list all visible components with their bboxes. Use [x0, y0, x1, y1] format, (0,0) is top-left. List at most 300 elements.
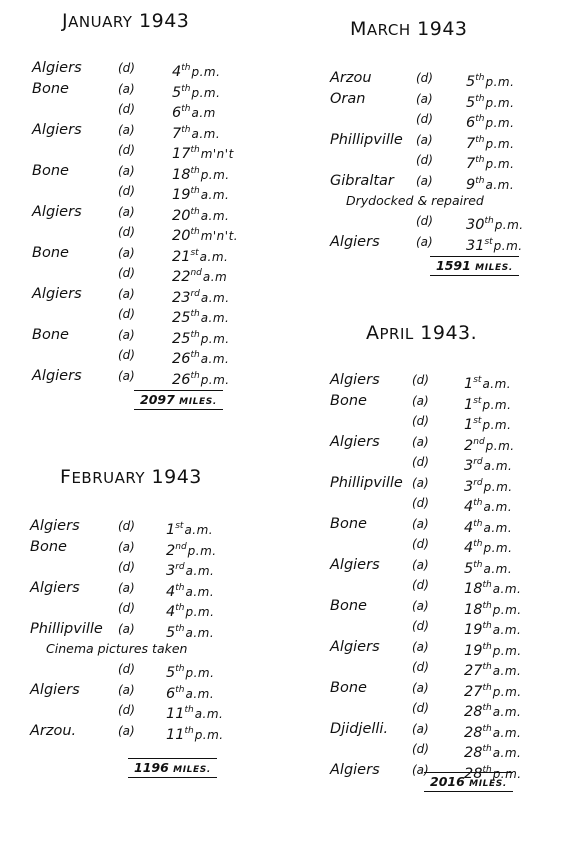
log-entry [330, 211, 524, 233]
port-name: Gibraltar [330, 172, 394, 189]
time-of-day: a.m. [199, 249, 229, 264]
arrival-departure-flag: (a) [118, 621, 135, 636]
arrival-departure-flag: (d) [416, 71, 433, 85]
log-entry [330, 391, 512, 413]
time-of-day: m'n't. [200, 229, 239, 243]
time-of-day: a.m. [483, 520, 513, 535]
arrival-departure-flag: (d) [118, 266, 135, 280]
arrival-departure-flag: (d) [118, 601, 135, 615]
time-of-day: p.m. [483, 479, 513, 494]
arrival-departure-flag: (d) [118, 143, 135, 157]
time-of-day: p.m. [185, 666, 215, 680]
ordinal-suffix: th [184, 725, 194, 736]
log-entry [30, 680, 215, 702]
day-number: 5 [466, 74, 476, 90]
day-number: 27 [464, 663, 483, 679]
port-name: Bone [330, 679, 367, 696]
total-miles: 2016 MILES. [424, 772, 513, 792]
arrival-departure-flag: (d) [412, 537, 429, 551]
ordinal-suffix: th [181, 124, 191, 135]
time-of-day: a.m. [184, 523, 214, 537]
arrival-departure-flag: (d) [118, 184, 135, 198]
time-of-day: a.m. [492, 725, 522, 740]
arrival-departure-flag: (a) [118, 81, 135, 96]
arrival-departure-flag: (a) [118, 122, 135, 137]
arrival-departure-flag: (d) [118, 560, 135, 574]
month-title: MARCH 1943 [350, 18, 468, 40]
arrival-departure-flag: (a) [416, 91, 433, 106]
time-of-day: a.m. [492, 664, 522, 678]
day-number: 2 [464, 437, 474, 454]
time-of-day: a.m. [485, 177, 515, 192]
log-entry [32, 243, 229, 265]
day-number: 26 [172, 371, 191, 388]
port-name: Bone [32, 326, 69, 343]
day-number: 27 [464, 683, 483, 700]
arrival-departure-flag: (d) [118, 61, 135, 75]
arrival-departure-flag: (a) [118, 204, 135, 219]
ordinal-suffix: th [190, 165, 200, 176]
time-of-day: a.m. [492, 705, 522, 719]
port-name: Algiers [330, 638, 380, 655]
log-note: Drydocked & repaired [346, 193, 484, 208]
month-title: FEBRUARY 1943 [60, 466, 202, 488]
ordinal-suffix: th [190, 309, 200, 319]
log-entry [32, 140, 234, 162]
log-entry [30, 516, 214, 538]
time-of-day: p.m. [191, 85, 221, 100]
ordinal-suffix: th [475, 155, 485, 165]
day-number: 7 [466, 156, 476, 172]
day-number: 5 [166, 665, 176, 681]
date-time [466, 232, 523, 257]
day-number: 21 [172, 248, 191, 265]
arrival-departure-flag: (a) [416, 173, 433, 188]
arrival-departure-flag: (a) [412, 639, 429, 654]
arrival-departure-flag: (a) [118, 245, 135, 260]
log-entry [330, 514, 513, 536]
log-entry [330, 150, 515, 172]
day-number: 4 [464, 540, 474, 556]
time-of-day: p.m. [200, 331, 230, 346]
arrival-departure-flag: (a) [412, 680, 429, 695]
port-name: Algiers [330, 761, 380, 778]
port-name: Bone [32, 244, 69, 261]
time-of-day: p.m. [485, 136, 515, 151]
date-time [166, 721, 224, 746]
day-number: 4 [464, 519, 474, 536]
time-of-day: a.m [191, 106, 216, 120]
day-number: 18 [172, 166, 191, 183]
arrival-departure-flag: (a) [416, 234, 433, 249]
ordinal-suffix: th [190, 370, 200, 381]
day-number: 3 [464, 458, 474, 474]
ordinal-suffix: th [482, 723, 492, 734]
february-section [30, 466, 224, 743]
ordinal-suffix: st [175, 521, 184, 531]
log-entry [32, 120, 221, 142]
day-number: 20 [172, 207, 191, 224]
arrival-departure-flag: (a) [118, 327, 135, 342]
ordinal-suffix: th [484, 216, 494, 226]
log-entry [330, 719, 522, 741]
log-entry [330, 493, 513, 515]
time-of-day: m'n't [200, 147, 234, 161]
log-entry [32, 345, 230, 367]
arrival-departure-flag: (d) [412, 455, 429, 469]
port-name: Phillipville [330, 131, 403, 148]
ordinal-suffix: st [190, 247, 199, 258]
ordinal-suffix: th [190, 186, 200, 196]
log-entry [330, 109, 515, 131]
time-of-day: p.m. [187, 543, 217, 558]
log-entry [330, 596, 522, 618]
day-number: 6 [172, 105, 182, 121]
day-number: 28 [464, 704, 483, 720]
day-number: 7 [172, 125, 182, 142]
port-name: Phillipville [30, 620, 103, 637]
log-entry [32, 304, 230, 326]
port-name: Bone [30, 538, 67, 555]
time-of-day: p.m. [185, 605, 215, 619]
day-number: 28 [464, 724, 483, 741]
time-of-day: a.m. [483, 459, 513, 473]
ordinal-suffix: th [473, 559, 483, 570]
day-number: 11 [166, 706, 185, 722]
day-number: 30 [466, 217, 485, 233]
arrival-departure-flag: (a) [118, 682, 135, 697]
time-of-day: a.m. [200, 208, 230, 223]
log-entry [32, 325, 230, 347]
log-entry [330, 555, 513, 577]
day-number: 4 [464, 499, 474, 515]
log-entry [32, 366, 230, 388]
arrival-departure-flag: (d) [412, 660, 429, 674]
arrival-departure-flag: (d) [118, 519, 135, 533]
port-name: Algiers [32, 203, 82, 220]
log-entry [330, 473, 513, 495]
arrival-departure-flag: (d) [118, 307, 135, 321]
time-of-day: a.m. [483, 561, 513, 576]
log-entry [30, 578, 215, 600]
ordinal-suffix: th [190, 145, 200, 155]
january-section [32, 10, 239, 388]
log-entry [330, 678, 522, 700]
arrival-departure-flag: (d) [118, 703, 135, 717]
log-list [30, 516, 224, 743]
arrival-departure-flag: (d) [412, 414, 429, 428]
day-number: 5 [464, 560, 474, 577]
time-of-day: a.m. [483, 500, 513, 514]
arrival-departure-flag: (d) [416, 112, 433, 126]
log-entry [32, 161, 230, 183]
port-name: Phillipville [330, 474, 403, 491]
log-entry [32, 99, 216, 121]
total-miles: 1591 MILES. [430, 256, 519, 276]
ordinal-suffix: th [190, 350, 200, 360]
day-number: 4 [166, 583, 176, 600]
time-of-day: a.m. [492, 582, 522, 596]
arrival-departure-flag: (d) [412, 496, 429, 510]
ordinal-suffix: th [475, 175, 485, 186]
arrival-departure-flag: (a) [412, 434, 429, 449]
arrival-departure-flag: (d) [412, 578, 429, 592]
ordinal-suffix: th [473, 539, 483, 549]
port-name: Oran [330, 90, 366, 107]
log-entry [32, 284, 230, 306]
day-number: 17 [172, 146, 191, 162]
time-of-day: p.m. [483, 541, 513, 555]
port-name: Bone [330, 515, 367, 532]
ordinal-suffix: th [181, 63, 191, 73]
day-number: 1 [464, 376, 474, 392]
day-number: 3 [166, 563, 176, 579]
time-of-day: a.m. [200, 352, 230, 366]
ordinal-suffix: rd [190, 288, 200, 299]
log-entry [330, 616, 522, 638]
ordinal-suffix: th [475, 93, 485, 104]
time-of-day: p.m. [494, 218, 524, 232]
arrival-departure-flag: (a) [412, 762, 429, 777]
log-entry [330, 171, 515, 193]
log-entry [330, 232, 523, 254]
time-of-day: p.m. [492, 602, 522, 617]
log-entry [330, 411, 512, 433]
ordinal-suffix: rd [473, 457, 483, 467]
day-number: 19 [464, 622, 483, 638]
ordinal-suffix: st [473, 395, 482, 406]
log-entry [330, 89, 515, 111]
time-of-day: a.m. [185, 584, 215, 599]
ordinal-suffix: st [473, 416, 482, 426]
day-number: 20 [172, 228, 191, 244]
time-of-day: p.m. [200, 167, 230, 182]
arrival-departure-flag: (a) [118, 723, 135, 738]
ordinal-suffix: th [175, 623, 185, 634]
day-number: 4 [166, 604, 176, 620]
port-name: Algiers [32, 367, 82, 384]
day-number: 31 [466, 237, 485, 254]
time-of-day: a.m. [200, 290, 230, 305]
log-entry [330, 657, 522, 679]
ordinal-suffix: th [175, 582, 185, 593]
log-entry [330, 130, 515, 152]
time-of-day: p.m. [485, 157, 515, 171]
day-number: 5 [166, 624, 176, 641]
ordinal-suffix: th [475, 134, 485, 145]
time-of-day: p.m. [191, 65, 221, 79]
ordinal-suffix: th [175, 684, 185, 695]
day-number: 25 [172, 330, 191, 347]
log-note: Cinema pictures taken [46, 641, 188, 656]
time-of-day: p.m. [492, 766, 522, 781]
day-number: 18 [464, 581, 483, 597]
ordinal-suffix: nd [473, 436, 485, 447]
arrival-departure-flag: (a) [118, 539, 135, 554]
day-number: 1 [166, 522, 176, 538]
arrival-departure-flag: (a) [118, 286, 135, 301]
day-number: 1 [464, 396, 474, 413]
day-number: 7 [466, 135, 476, 152]
ordinal-suffix: th [181, 104, 191, 114]
day-number: 11 [166, 726, 185, 743]
ordinal-suffix: th [482, 600, 492, 611]
day-number: 5 [466, 94, 476, 111]
day-number: 5 [172, 84, 182, 101]
day-number: 26 [172, 351, 191, 367]
time-of-day: a.m [202, 270, 228, 284]
log-entry [30, 700, 224, 722]
time-of-day: p.m. [492, 684, 522, 699]
port-name: Algiers [330, 233, 380, 250]
log-entry [330, 534, 513, 556]
arrival-departure-flag: (a) [416, 132, 433, 147]
time-of-day: p.m. [493, 238, 523, 253]
ordinal-suffix: rd [473, 477, 483, 488]
port-name: Algiers [30, 681, 80, 698]
arrival-departure-flag: (a) [412, 598, 429, 613]
arrival-departure-flag: (d) [416, 214, 433, 228]
log-entry [330, 432, 515, 454]
arrival-departure-flag: (d) [412, 701, 429, 715]
time-of-day: p.m. [200, 372, 230, 387]
log-entry [30, 598, 215, 620]
port-name: Algiers [330, 372, 380, 388]
arrival-departure-flag: (d) [118, 225, 135, 239]
arrival-departure-flag: (a) [412, 475, 429, 490]
log-entry [330, 575, 522, 597]
ordinal-suffix: th [184, 705, 194, 715]
time-of-day: a.m. [200, 311, 230, 325]
time-of-day: a.m. [200, 188, 230, 202]
ordinal-suffix: st [484, 236, 493, 247]
time-of-day: p.m. [482, 418, 512, 432]
day-number: 25 [172, 310, 191, 326]
port-name: Algiers [32, 285, 82, 302]
day-number: 23 [172, 289, 191, 306]
log-entry [330, 68, 515, 90]
arrival-departure-flag: (a) [118, 580, 135, 595]
total-miles: 2097 MILES. [134, 390, 223, 410]
port-name: Bone [32, 162, 69, 179]
ordinal-suffix: th [473, 498, 483, 508]
ordinal-suffix: th [190, 227, 200, 237]
day-number: 22 [172, 269, 191, 285]
time-of-day: a.m. [185, 564, 215, 578]
log-entry [32, 202, 230, 224]
ordinal-suffix: rd [175, 562, 185, 572]
port-name: Bone [330, 392, 367, 409]
ordinal-suffix: th [482, 580, 492, 590]
day-number: 1 [464, 417, 474, 433]
day-number: 19 [172, 187, 191, 203]
time-of-day: a.m. [191, 126, 221, 141]
arrival-departure-flag: (d) [412, 373, 429, 387]
log-entry [32, 79, 221, 101]
port-name: Bone [32, 80, 69, 97]
log-entry [30, 619, 215, 641]
arrival-departure-flag: (a) [412, 393, 429, 408]
day-number: 9 [466, 176, 476, 193]
arrival-departure-flag: (d) [412, 742, 429, 756]
time-of-day: a.m. [492, 623, 522, 637]
day-number: 18 [464, 601, 483, 618]
port-name: Arzou. [30, 722, 77, 739]
ordinal-suffix: th [482, 621, 492, 631]
log-entry [330, 739, 522, 761]
log-entry [32, 263, 228, 285]
time-of-day: p.m. [194, 727, 224, 742]
ordinal-suffix: th [475, 73, 485, 83]
log-entry [32, 181, 230, 203]
arrival-departure-flag: (d) [118, 102, 135, 116]
arrival-departure-flag: (d) [416, 153, 433, 167]
log-entry [30, 721, 224, 743]
arrival-departure-flag: (d) [412, 619, 429, 633]
ordinal-suffix: th [482, 641, 492, 652]
log-list [330, 68, 524, 254]
ordinal-suffix: th [190, 329, 200, 340]
day-number: 28 [464, 745, 483, 761]
arrival-departure-flag: (a) [118, 163, 135, 178]
ordinal-suffix: th [175, 664, 185, 674]
march-section [330, 18, 524, 254]
time-of-day: p.m. [492, 643, 522, 658]
port-name: Arzou [330, 70, 372, 86]
ordinal-suffix: th [482, 744, 492, 754]
ordinal-suffix: th [190, 206, 200, 217]
ordinal-suffix: th [475, 114, 485, 124]
day-number: 28 [464, 765, 483, 782]
arrival-departure-flag: (d) [118, 348, 135, 362]
ordinal-suffix: th [181, 83, 191, 94]
month-title: APRIL 1943. [366, 322, 478, 344]
time-of-day: a.m. [482, 377, 512, 391]
log-list [32, 58, 239, 388]
arrival-departure-flag: (a) [412, 721, 429, 736]
day-number: 4 [172, 64, 182, 80]
arrival-departure-flag: (a) [412, 557, 429, 572]
log-entry [330, 452, 513, 474]
total-miles: 1196 MILES. [128, 758, 217, 778]
day-number: 6 [466, 115, 476, 131]
log-entry [30, 659, 215, 681]
ordinal-suffix: st [473, 375, 482, 385]
day-number: 19 [464, 642, 483, 659]
day-number: 2 [166, 542, 176, 559]
day-number: 6 [166, 685, 176, 702]
time-of-day: p.m. [485, 95, 515, 110]
log-entry [32, 58, 221, 80]
port-name: Algiers [32, 60, 82, 76]
arrival-departure-flag: (d) [118, 662, 135, 676]
ordinal-suffix: th [482, 662, 492, 672]
time-of-day: p.m. [485, 438, 515, 453]
port-name: Algiers [330, 556, 380, 573]
time-of-day: a.m. [194, 707, 224, 721]
time-of-day: p.m. [485, 116, 515, 130]
port-name: Algiers [32, 121, 82, 138]
log-entry [30, 557, 215, 579]
ordinal-suffix: th [482, 764, 492, 775]
time-of-day: a.m. [185, 686, 215, 701]
time-of-day: p.m. [482, 397, 512, 412]
date-time [172, 366, 230, 391]
time-of-day: a.m. [185, 625, 215, 640]
day-number: 3 [464, 478, 474, 495]
log-entry [30, 537, 217, 559]
log-entry [330, 370, 512, 392]
